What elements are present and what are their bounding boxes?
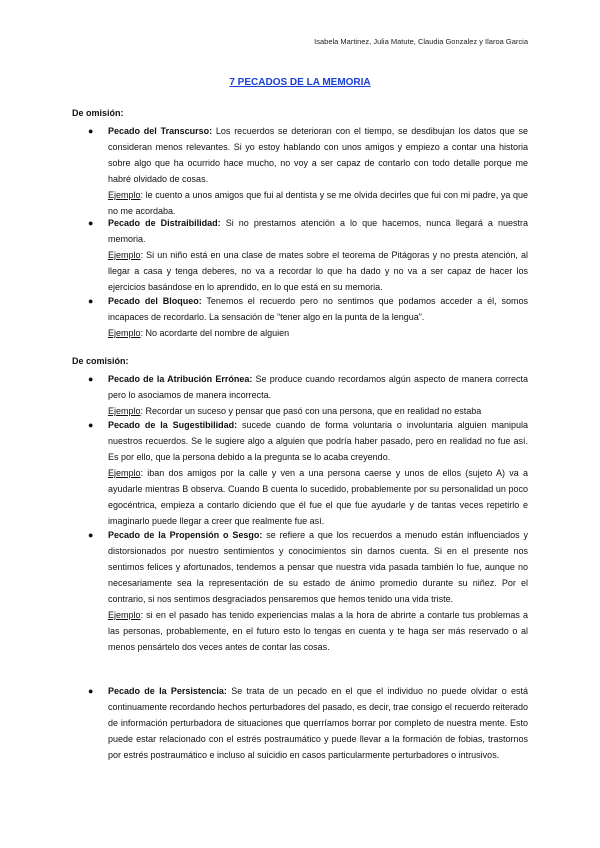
sin-item-atribucion <box>72 371 528 419</box>
example-text: : iban dos amigos por la calle y ven a una persona caerse y unos de ellos (sujeto A) va a ayudarle mientras B observa. Cuando B cuenta lo sucedido, probablemente por su personalidad un poco egocéntrica, empieza a contarlo diciendo que él fue el que fue ayudarle y de tantas veces repetirlo e imaginarlo puede llegar a creer que realmente fue así. <box>108 468 528 526</box>
sin-name: Pecado de la Atribución Errónea: <box>108 374 253 384</box>
sin-description: Tenemos el recuerdo pero no sentimos que podamos acceder a él, somos incapaces de recordarlo. La sensación de “tener algo en la punta de la lengua”. <box>108 296 528 322</box>
example-text: : No acordarte del nombre de alguien <box>140 328 290 338</box>
sin-description: Se trata de un pecado en el que el individuo no puede olvidar o está continuamente recordando hechos perturbadores del pasado, es decir, trae consigo el recuerdo reiterado de información perturbadora de situaciones que querríamos borrar por completo de nuestra mente. Esto puede estar relacionado con el estrés postraumático y puede llevar a la formación de fobias, trastornos por estrés postraumático e incluso al suicidio en casos particularmente perturbadores o intrusivos. <box>108 686 529 760</box>
sin-item-propension <box>72 527 528 655</box>
sin-name: Pecado de la Sugestibilidad: <box>108 420 238 430</box>
sin-item-transcurso <box>72 123 528 219</box>
example-label: Ejemplo <box>108 406 141 416</box>
bullet-icon: ● <box>88 374 94 384</box>
example-text: : si en el pasado has tenido experiencias malas a la hora de abrirte a contarle tus problemas a las personas, probablemente, en el futuro esto lo tengas en cuenta y te haga ser más reservado o al menos pensártelo dos veces antes de contar las cosas. <box>108 610 528 652</box>
example-label: Ejemplo <box>108 328 141 338</box>
sin-name: Pecado del Transcurso: <box>108 126 213 136</box>
section-title-comision: De comisión: <box>72 356 129 366</box>
sin-name: Pecado de la Propensión o Sesgo: <box>108 530 263 540</box>
sin-description: se refiere a que los recuerdos a menudo están influenciados y distorsionados por nuestro sentimientos y conocimientos sin darnos cuenta. Si en el presente nos sentimos felices y afortunados, tendemos a pensar que nuestra vida pasada también lo fue, aunque no necesariamente sea la representación de su estado de ánimo promedio durante su niñez. Por el contrario, si nos sentimos desgraciados pensaremos que hemos tenido una vida triste. <box>108 530 528 604</box>
sin-description: sucede cuando de forma voluntaria o involuntaria alguien manipula nuestros recuerdos. Se le sugiere algo a alguien que podría haber pasado, pero en realidad no fue así. Es por ello, que la persona debido a la pregunta se lo acaba creyendo. <box>108 420 528 462</box>
sin-text <box>108 417 528 529</box>
example-label: Ejemplo <box>108 468 141 478</box>
sin-description: Si no prestamos atención a lo que hacemos, nunca llegará a nuestra memoria. <box>108 218 528 244</box>
bullet-icon: ● <box>88 296 94 306</box>
authors-header: Isabela Martinez, Julia Matute, Claudia Gonzalez y Ilaroa Garcia <box>314 37 528 46</box>
sin-text <box>108 371 528 419</box>
example-text: : le cuento a unos amigos que fui al dentista y se me olvida decirles que fui con mi padre, ya que no me acordaba. <box>108 190 528 216</box>
bullet-icon: ● <box>88 218 94 228</box>
sin-text <box>108 293 528 341</box>
example-text: : Recordar un suceso y pensar que pasó con una persona, que en realidad no estaba <box>140 406 482 416</box>
bullet-icon: ● <box>88 530 94 540</box>
example-text: : Si un niño está en una clase de mates sobre el teorema de Pitágoras y no presta atención, al llegar a casa y tenga deberes, no va a recordar lo que ha dado y no va a ser capaz de hacer los ejercicios basándose en lo aprendido, en lo que está en su memoria. <box>108 250 528 292</box>
sin-text <box>108 123 528 219</box>
sin-text <box>108 683 528 763</box>
example-label: Ejemplo <box>108 250 141 260</box>
sin-name: Pecado del Bloqueo: <box>108 296 202 306</box>
sin-name: Pecado de la Persistencia: <box>108 686 227 696</box>
sin-item-sugestibilidad <box>72 417 528 529</box>
sin-text <box>108 215 528 295</box>
bullet-icon: ● <box>88 686 94 696</box>
sin-description: Se produce cuando recordamos algún aspecto de manera correcta pero lo asociamos de manera incorrecta. <box>108 374 528 400</box>
bullet-icon: ● <box>88 126 94 136</box>
sin-description: Los recuerdos se deterioran con el tiempo, se desdibujan los datos que se consideran menos relevantes. Si yo estoy hablando con unos amigos y empiezo a contar una historia sobre algo que ha ocurrido hace mucho, no voy a ser capaz de contarlo con todo detalle porque me habré olvidado de cosas. <box>108 126 528 184</box>
sin-item-bloqueo <box>72 293 528 341</box>
sin-item-persistencia <box>72 683 528 763</box>
example-label: Ejemplo <box>108 190 141 200</box>
document-title: 7 PECADOS DE LA MEMORIA <box>229 77 371 88</box>
bullet-icon: ● <box>88 420 94 430</box>
sin-name: Pecado de Distraibilidad: <box>108 218 221 228</box>
section-title-omision: De omisión: <box>72 108 124 118</box>
sin-item-distraibilidad <box>72 215 528 295</box>
sin-text <box>108 527 528 655</box>
example-label: Ejemplo <box>108 610 141 620</box>
